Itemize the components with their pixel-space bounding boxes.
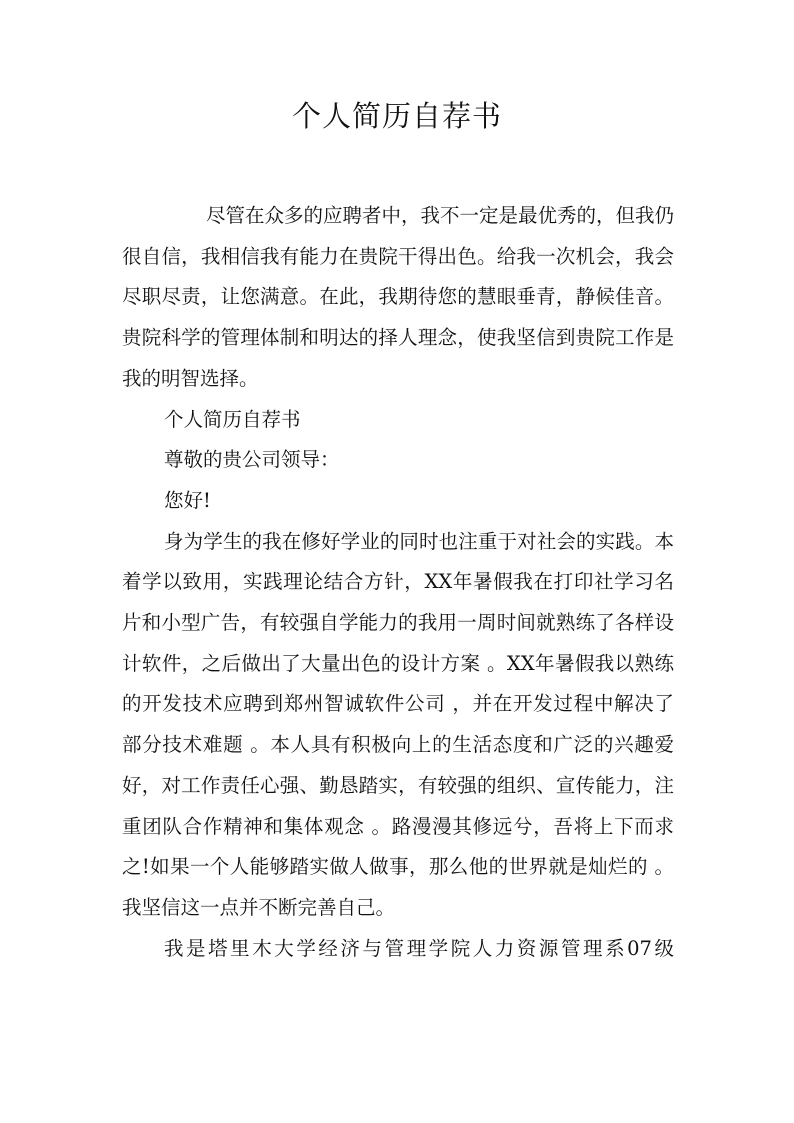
paragraph-subtitle: 个人简历自荐书 [164, 407, 301, 431]
document-body [122, 196, 674, 969]
paragraph-experience: 身为学生的我在修好学业的同时也注重于对社会的实践。本着学以致用，实践理论结合方针，XX年暑假我在打印社学习名片和小型广告，有较强自学能力的我用一周时间就熟练了各样设计软件，之后做出了大量出色的设计方案 。XX年暑假我以熟练的开发技术应聘到郑州智诚软件公司 ，并在开发过程中解决了部分技术难题 。本人具有积极向上的生活态度和广泛的兴趣爱好，对工作责任心强、勤恳踏实，有较强的组织、宣传能力，注重团队合作精神和集体观念 。路漫漫其修远兮，吾将上下而求之!如果一个人能够踏实做人做事，那么他的世界就是灿烂的 。我坚信这一点并不断完善自己。 [122, 529, 674, 919]
paragraph-greeting: 您好! [164, 488, 211, 512]
paragraph-education: 我是塔里木大学经济与管理学院人力资源管理系07级 [164, 936, 674, 960]
paragraph-intro: 尽管在众多的应聘者中，我不一定是最优秀的，但我仍很自信，我相信我有能力在贵院干得出色。给我一次机会，我会尽职尽责，让您满意。在此，我期待您的慧眼垂青，静候佳音。贵院科学的管理体制和明达的择人理念，使我坚信到贵院工作是我的明智选择。 [122, 204, 675, 390]
document-title: 个人简历自荐书 [291, 99, 502, 133]
paragraph-salutation: 尊敬的贵公司领导： [164, 448, 340, 472]
